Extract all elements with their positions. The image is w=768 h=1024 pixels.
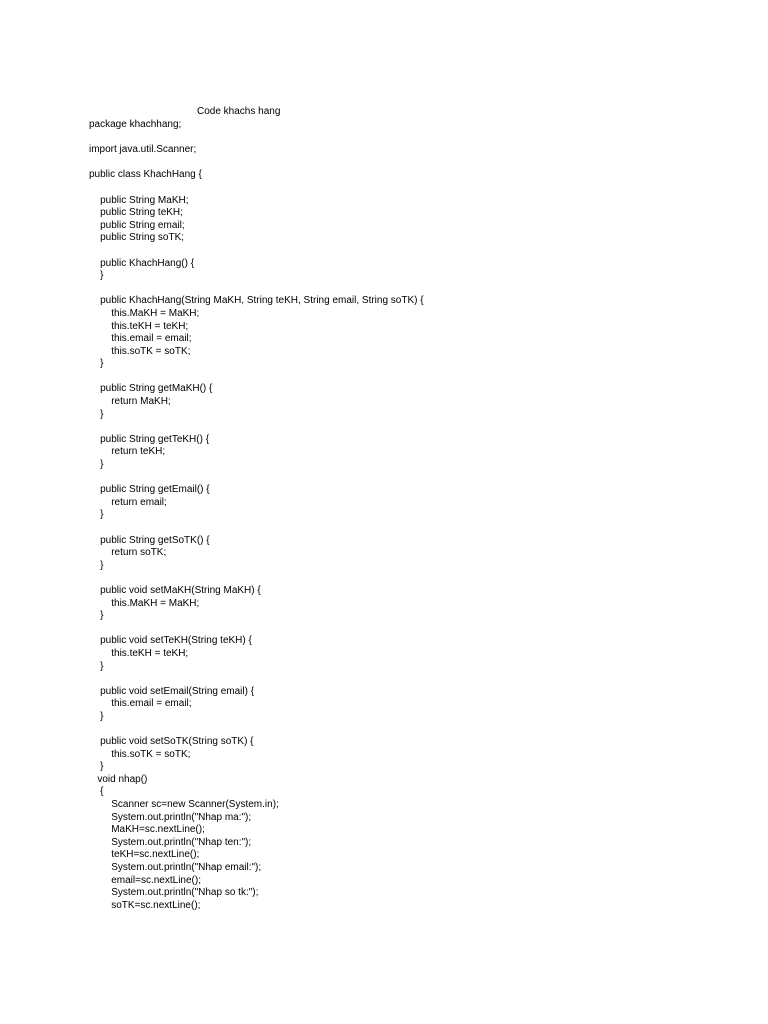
code-line bbox=[89, 421, 424, 434]
code-line: } bbox=[89, 270, 104, 282]
code-line: return MaKH; bbox=[89, 396, 171, 408]
code-line: this.email = email; bbox=[89, 698, 192, 710]
code-line bbox=[89, 371, 424, 384]
code-line bbox=[89, 472, 424, 485]
code-line: } bbox=[89, 761, 104, 773]
code-line: } bbox=[89, 459, 104, 471]
code-line: public String MaKH; bbox=[89, 194, 189, 206]
code-line: } bbox=[89, 660, 104, 672]
code-line: public String teKH; bbox=[89, 207, 183, 219]
code-line: } bbox=[89, 358, 104, 370]
code-line: System.out.println("Nhap ten:"); bbox=[89, 836, 252, 848]
code-line: public void setTeKH(String teKH) { bbox=[89, 635, 252, 647]
code-line: public KhachHang() { bbox=[89, 257, 195, 269]
code-line: return teKH; bbox=[89, 446, 166, 458]
code-line: public void setSoTK(String soTK) { bbox=[89, 736, 254, 748]
code-line: public String email; bbox=[89, 219, 185, 231]
code-line: import java.util.Scanner; bbox=[89, 144, 197, 156]
code-line bbox=[89, 724, 424, 737]
document-title: Code khachs hang bbox=[197, 106, 281, 117]
code-block bbox=[89, 119, 424, 912]
code-line: } bbox=[89, 509, 104, 521]
code-line bbox=[89, 673, 424, 686]
code-line: MaKH=sc.nextLine(); bbox=[89, 824, 205, 836]
code-line: public void setMaKH(String MaKH) { bbox=[89, 584, 261, 596]
code-line: teKH=sc.nextLine(); bbox=[89, 849, 200, 861]
code-line bbox=[89, 572, 424, 585]
code-line: public String getEmail() { bbox=[89, 484, 210, 496]
code-line: { bbox=[89, 786, 104, 798]
code-line: this.email = email; bbox=[89, 333, 192, 345]
code-line: public String getMaKH() { bbox=[89, 383, 213, 395]
code-line: this.soTK = soTK; bbox=[89, 748, 191, 760]
code-line: public String getSoTK() { bbox=[89, 534, 210, 546]
code-line bbox=[89, 245, 424, 258]
code-line: public void setEmail(String email) { bbox=[89, 685, 255, 697]
code-line bbox=[89, 283, 424, 296]
code-line bbox=[89, 157, 424, 170]
code-line: void nhap() bbox=[89, 773, 148, 785]
code-line bbox=[89, 182, 424, 195]
code-line: this.MaKH = MaKH; bbox=[89, 597, 200, 609]
code-line: this.teKH = teKH; bbox=[89, 647, 189, 659]
code-line: } bbox=[89, 610, 104, 622]
code-line bbox=[89, 522, 424, 535]
code-line: public class KhachHang { bbox=[89, 169, 202, 181]
code-line bbox=[89, 623, 424, 636]
code-line: System.out.println("Nhap so tk:"); bbox=[89, 887, 259, 899]
code-line: } bbox=[89, 710, 104, 722]
code-line: } bbox=[89, 559, 104, 571]
code-line: Scanner sc=new Scanner(System.in); bbox=[89, 799, 279, 811]
code-line bbox=[89, 132, 424, 145]
code-line: return email; bbox=[89, 496, 167, 508]
code-line: this.MaKH = MaKH; bbox=[89, 307, 200, 319]
code-line: this.teKH = teKH; bbox=[89, 320, 189, 332]
code-line: package khachhang; bbox=[89, 119, 182, 130]
code-line: } bbox=[89, 408, 104, 420]
code-line: soTK=sc.nextLine(); bbox=[89, 899, 201, 911]
code-line: public KhachHang(String MaKH, String teKH, String email, String soTK) { bbox=[89, 295, 424, 307]
code-line: return soTK; bbox=[89, 547, 167, 559]
code-line: public String getTeKH() { bbox=[89, 433, 210, 445]
code-line: System.out.println("Nhap ma:"); bbox=[89, 811, 252, 823]
code-line: email=sc.nextLine(); bbox=[89, 874, 201, 886]
code-line: public String soTK; bbox=[89, 232, 185, 244]
code-line: this.soTK = soTK; bbox=[89, 345, 191, 357]
code-line: System.out.println("Nhap email:"); bbox=[89, 862, 262, 874]
